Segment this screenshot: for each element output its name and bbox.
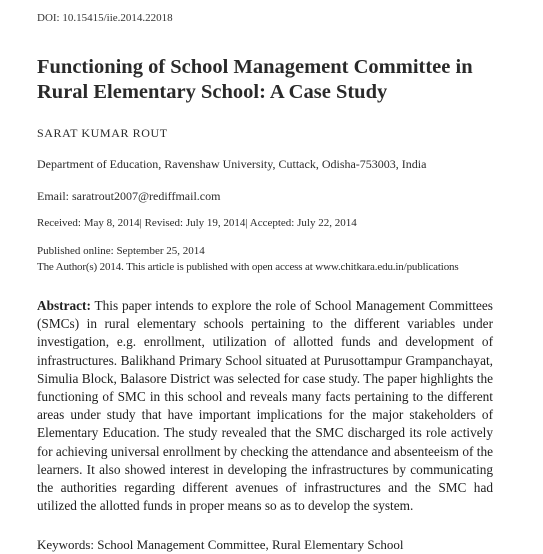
abstract-label: Abstract: [37,298,91,313]
open-access-note: The Author(s) 2014. This article is published with open access at www.chitkara.edu.in/publications [37,261,459,273]
author-affiliation: Department of Education, Ravenshaw University, Cuttack, Odisha-753003, India [37,157,427,171]
abstract-text: This paper intends to explore the role of School Management Committees (SMCs) in rural elementary schools pertaining to the different variables under investigation, e.g. enrollment, utilization of allotted funds and development of infrastructures. Balikhand Primary School situated at Purusottampur Grampanchayat, Simulia Block, Balasore District was selected for case study. The paper highlights the functioning of SMC in this school and reveals many facts pertaining to the different areas under study that have important implications for the major stakeholders of Elementary Education. The study revealed that the SMC discharged its role actively for achieving universal enrollment by checking the attendance and absenteeism of the learners. It also showed interest in developing the infrastructures by communicating the authorities regarding different avenues of infrastructures and the SMC had utilized the allotted funds in proper means so as to develop the system. [37,298,493,514]
submission-dates: Received: May 8, 2014| Revised: July 19, 2014| Accepted: July 22, 2014 [37,217,357,229]
published-date: Published online: September 25, 2014 [37,245,205,257]
article-title: Functioning of School Management Committee in Rural Elementary School: A Case Study [37,56,473,103]
keywords-line: Keywords: School Management Committee, Rural Elementary School [37,537,404,552]
author-email: Email: saratrout2007@rediffmail.com [37,189,221,203]
author-name: SARAT KUMAR ROUT [37,126,168,140]
doi-line: DOI: 10.15415/iie.2014.22018 [37,12,173,24]
abstract-paragraph [37,297,493,515]
